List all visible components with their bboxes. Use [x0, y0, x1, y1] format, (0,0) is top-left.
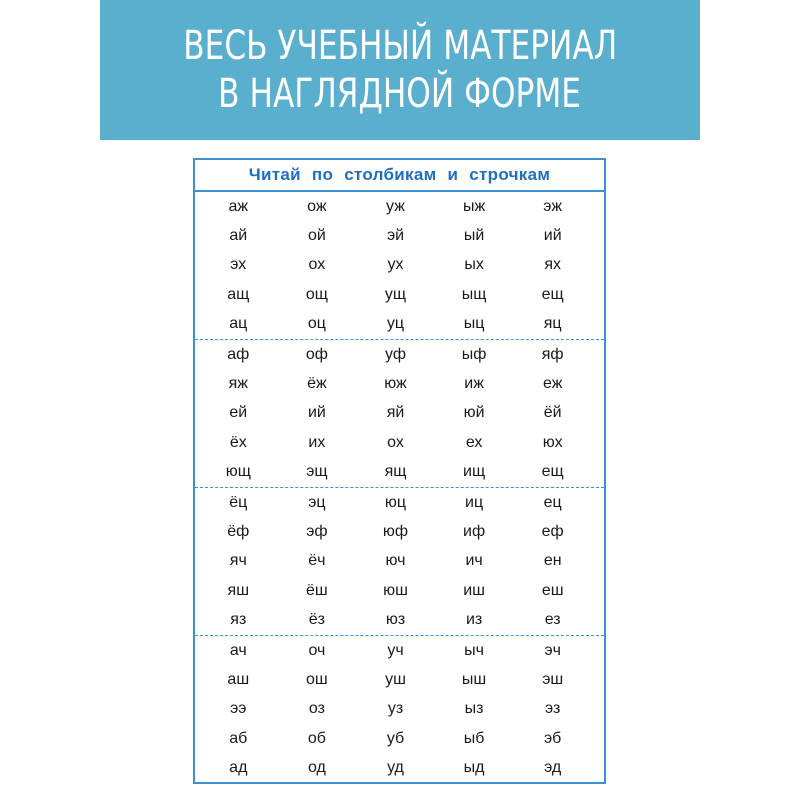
syllable-cell: ох	[387, 433, 404, 451]
syllable-cell: ыщ	[461, 285, 487, 303]
syllable-cell: юц	[384, 493, 407, 511]
syllable-cell: аш	[227, 670, 250, 688]
syllable-cell: од	[307, 759, 326, 777]
syllable-cell: ен	[543, 552, 562, 570]
syllable-table	[195, 192, 604, 783]
syllable-cell: уд	[387, 759, 404, 777]
syllable-cell: ещ	[541, 285, 564, 303]
syllable-cell: ээ	[230, 700, 247, 718]
banner-title-line-1: ВЕСЬ УЧЕБНЫЙ МАТЕРИАЛ	[182, 23, 617, 69]
syllable-cell: ый	[463, 227, 485, 245]
syllable-cell: ящ	[384, 463, 407, 481]
syllable-cell: эд	[544, 759, 562, 777]
syllable-cell: ещ	[541, 463, 564, 481]
syllable-row	[195, 547, 604, 576]
syllable-cell: эщ	[306, 463, 328, 481]
syllable-cell: еш	[541, 581, 564, 599]
syllable-cell: еж	[542, 375, 563, 393]
reading-card	[193, 158, 606, 784]
syllable-cell: юз	[385, 611, 406, 629]
syllable-cell: иф	[463, 522, 486, 540]
syllable-row	[195, 399, 604, 428]
syllable-cell: юш	[383, 581, 408, 599]
syllable-row	[195, 517, 604, 546]
syllable-block	[195, 635, 604, 783]
syllable-cell: ёц	[229, 493, 248, 511]
syllable-cell: ыц	[463, 315, 485, 333]
syllable-cell: из	[465, 611, 483, 629]
syllable-cell: эй	[386, 227, 405, 245]
syllable-cell: ях	[544, 256, 562, 274]
syllable-cell: ыш	[461, 670, 487, 688]
syllable-cell: уш	[385, 670, 406, 688]
syllable-cell: эж	[543, 197, 563, 215]
syllable-block	[195, 339, 604, 487]
syllable-cell: ущ	[384, 285, 407, 303]
syllable-cell: ий	[543, 227, 562, 245]
syllable-cell: ыд	[463, 759, 485, 777]
syllable-cell: яз	[230, 611, 247, 629]
syllable-cell: ащ	[227, 285, 250, 303]
syllable-cell: ыб	[463, 729, 485, 747]
syllable-cell: ад	[229, 759, 248, 777]
syllable-cell: аб	[229, 729, 248, 747]
syllable-cell: ож	[307, 197, 327, 215]
syllable-cell: ей	[229, 404, 248, 422]
syllable-row	[195, 192, 604, 221]
syllable-row	[195, 636, 604, 665]
syllable-cell: уж	[386, 197, 405, 215]
syllable-row	[195, 340, 604, 369]
syllable-cell: ай	[229, 227, 248, 245]
syllable-cell: эц	[308, 493, 326, 511]
syllable-cell: уб	[386, 729, 405, 747]
syllable-cell: ищ	[463, 463, 486, 481]
syllable-row	[195, 221, 604, 250]
syllable-cell: ец	[543, 493, 562, 511]
syllable-cell: уф	[385, 345, 406, 363]
syllable-cell: оч	[308, 641, 326, 659]
syllable-cell: аж	[228, 197, 249, 215]
syllable-cell: ыч	[464, 641, 485, 659]
syllable-cell: иц	[465, 493, 484, 511]
syllable-cell: ыф	[461, 345, 487, 363]
syllable-row	[195, 695, 604, 724]
syllable-cell: эх	[230, 256, 247, 274]
syllable-cell: уц	[386, 315, 405, 333]
syllable-cell: уч	[387, 641, 404, 659]
syllable-cell: яц	[543, 315, 562, 333]
syllable-cell: яж	[228, 375, 248, 393]
syllable-cell: ох	[308, 256, 326, 274]
syllable-row	[195, 251, 604, 280]
syllable-cell: ыж	[462, 197, 486, 215]
syllable-cell: юч	[385, 552, 406, 570]
syllable-cell: ющ	[225, 463, 251, 481]
syllable-cell: ёз	[308, 611, 325, 629]
syllable-cell: ёф	[227, 522, 250, 540]
syllable-row	[195, 369, 604, 398]
syllable-cell: ёч	[308, 552, 326, 570]
syllable-cell: ош	[306, 670, 328, 688]
syllable-row	[195, 724, 604, 753]
syllable-cell: ой	[307, 227, 326, 245]
syllable-row	[195, 428, 604, 457]
syllable-cell: иж	[464, 375, 484, 393]
syllable-cell: эз	[545, 700, 561, 718]
syllable-cell: иш	[463, 581, 485, 599]
syllable-cell: яф	[541, 345, 564, 363]
syllable-row	[195, 753, 604, 782]
syllable-row	[195, 605, 604, 634]
syllable-cell: оз	[308, 700, 325, 718]
syllable-block	[195, 192, 604, 339]
syllable-row	[195, 665, 604, 694]
syllable-cell: эф	[306, 522, 328, 540]
syllable-row	[195, 310, 604, 339]
banner-title-line-2: В НАГЛЯДНОЙ ФОРМЕ	[218, 71, 582, 117]
syllable-cell: оц	[307, 315, 326, 333]
syllable-cell: об	[307, 729, 326, 747]
syllable-cell: яч	[229, 552, 247, 570]
syllable-cell: ез	[544, 611, 561, 629]
syllable-cell: ёй	[543, 404, 562, 422]
syllable-cell: оф	[305, 345, 328, 363]
syllable-cell: ех	[465, 433, 483, 451]
syllable-cell: уз	[387, 700, 404, 718]
syllable-row	[195, 488, 604, 517]
syllable-cell: ий	[307, 404, 326, 422]
syllable-cell: ац	[229, 315, 248, 333]
syllable-cell: аф	[227, 345, 250, 363]
syllable-cell: эб	[544, 729, 562, 747]
syllable-cell: ыз	[464, 700, 484, 718]
syllable-cell: эч	[544, 641, 561, 659]
syllable-cell: юж	[384, 375, 407, 393]
syllable-cell: яш	[227, 581, 250, 599]
syllable-cell: ёж	[307, 375, 327, 393]
syllable-cell: ёш	[306, 581, 328, 599]
syllable-cell: эш	[542, 670, 564, 688]
syllable-cell: юх	[542, 433, 563, 451]
syllable-row	[195, 458, 604, 487]
syllable-cell: еф	[541, 522, 564, 540]
syllable-block	[195, 487, 604, 635]
syllable-cell: ух	[387, 256, 404, 274]
syllable-cell: юй	[463, 404, 485, 422]
syllable-cell: ёх	[229, 433, 247, 451]
syllable-row	[195, 576, 604, 605]
syllable-cell: ич	[465, 552, 483, 570]
syllable-cell: юф	[382, 522, 409, 540]
card-title: Читай по столбикам и строчкам	[248, 165, 551, 184]
header-banner	[100, 0, 700, 140]
card-header	[195, 160, 604, 192]
syllable-row	[195, 280, 604, 309]
syllable-cell: ых	[464, 256, 484, 274]
syllable-cell: их	[308, 433, 326, 451]
syllable-cell: яй	[386, 404, 405, 422]
syllable-cell: ощ	[305, 285, 328, 303]
syllable-cell: ач	[229, 641, 247, 659]
